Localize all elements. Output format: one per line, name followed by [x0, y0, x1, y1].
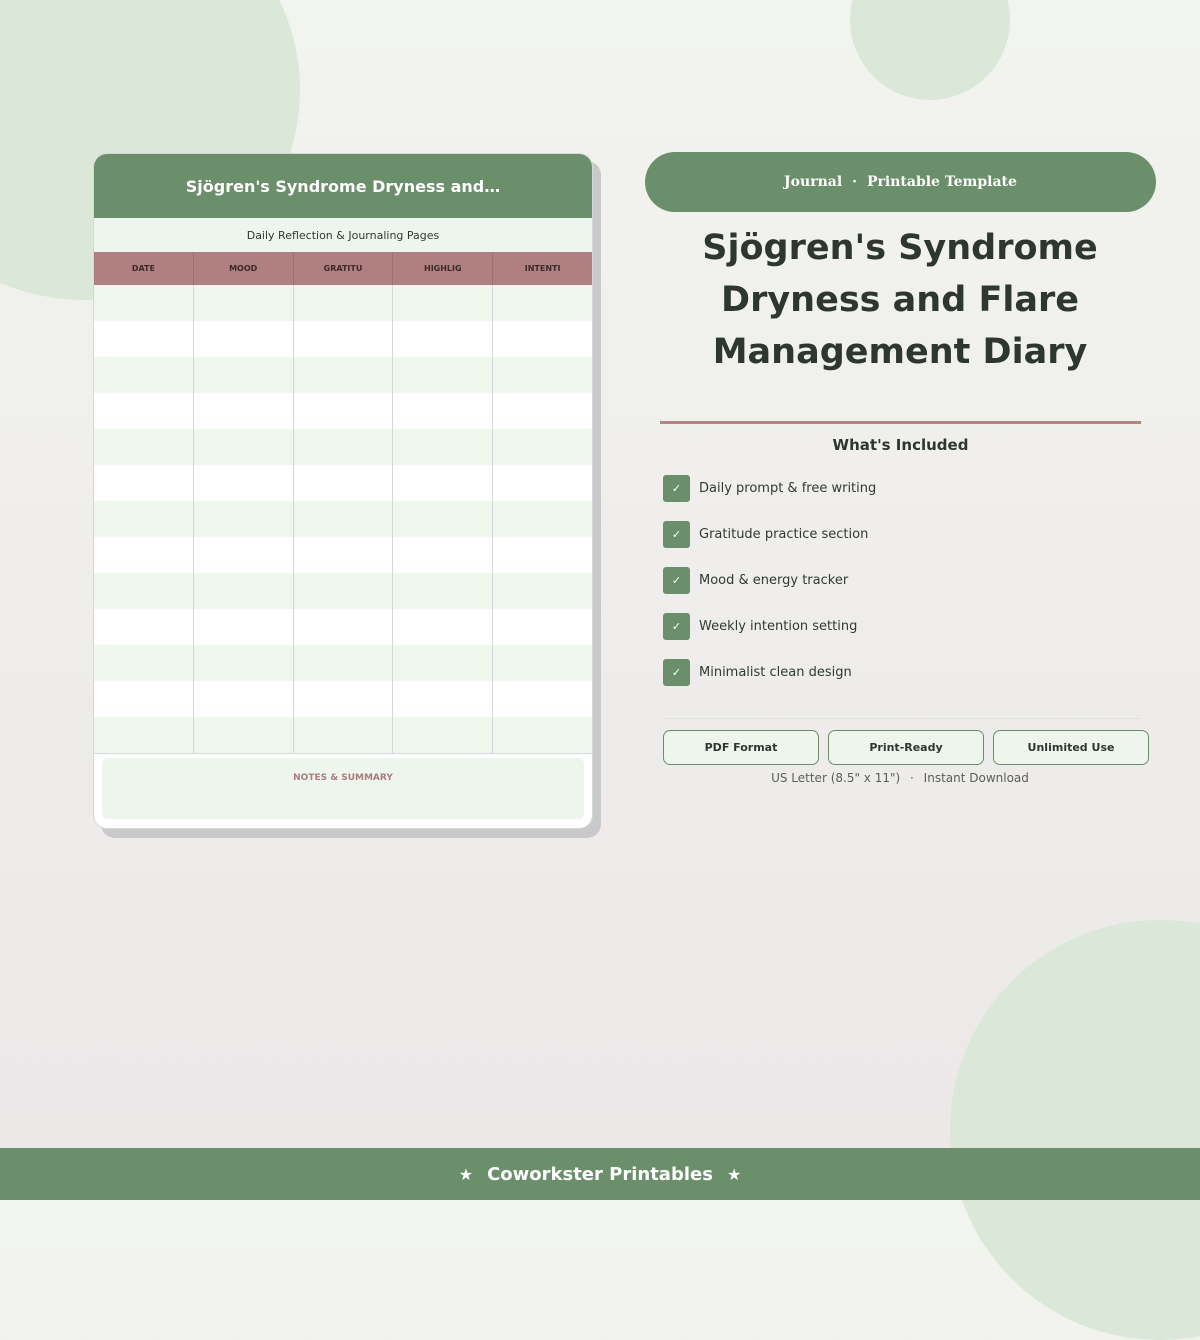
page-preview	[93, 153, 593, 829]
decorative-circle-bottom-right	[950, 920, 1200, 1340]
journal-table-cell	[493, 537, 592, 573]
journal-table-cell	[194, 717, 294, 753]
star-icon: ★	[726, 1164, 742, 1184]
journal-table-cell	[393, 573, 493, 609]
notes-summary-box	[102, 758, 584, 819]
footer-banner	[0, 1148, 1200, 1200]
format-badges	[663, 730, 1149, 765]
journal-table-cell	[493, 645, 592, 681]
journal-table-cell	[194, 501, 294, 537]
journal-table-cell	[94, 321, 194, 357]
journal-table-cell	[493, 717, 592, 753]
journal-table-cell	[194, 321, 294, 357]
checkmark-icon: ✓	[663, 659, 690, 686]
journal-table-cell	[194, 393, 294, 429]
journal-table-cell	[94, 681, 194, 717]
journal-table-row	[94, 429, 592, 465]
journal-table-cell	[94, 609, 194, 645]
badge-pdf-format: PDF Format	[663, 730, 819, 765]
star-icon: ★	[458, 1164, 474, 1184]
meta-separator: ·	[910, 771, 914, 785]
page-preview-header	[94, 154, 592, 218]
feature-label: Gratitude practice section	[699, 526, 869, 542]
journal-table-cell	[94, 717, 194, 753]
journal-table-cell	[94, 537, 194, 573]
journal-table-cell	[393, 609, 493, 645]
journal-table-cell	[194, 429, 294, 465]
journal-table-cell	[493, 429, 592, 465]
product-title-line: Management Diary	[712, 332, 1088, 372]
journal-table-row	[94, 573, 592, 609]
badge-print-ready: Print-Ready	[828, 730, 984, 765]
journal-table-header	[94, 252, 592, 285]
whats-included-heading: What's Included	[832, 436, 969, 454]
journal-table-row	[94, 465, 592, 501]
journal-table-cell	[194, 537, 294, 573]
column-header-date: DATE	[94, 252, 194, 285]
journal-table-cell	[493, 573, 592, 609]
category-label: Journal	[784, 174, 843, 190]
journal-table-cell	[493, 357, 592, 393]
section-divider	[660, 421, 1141, 424]
journal-table-row	[94, 321, 592, 357]
column-header-gratitude: GRATITU	[294, 252, 394, 285]
journal-table-cell	[294, 609, 394, 645]
journal-table-cell	[194, 645, 294, 681]
journal-table-cell	[94, 465, 194, 501]
feature-list	[663, 474, 1143, 704]
journal-table-cell	[94, 285, 194, 321]
page-preview-subtitle-text: Daily Reflection & Journaling Pages	[246, 228, 440, 242]
product-meta	[650, 771, 1150, 785]
journal-table-row	[94, 645, 592, 681]
journal-table-row	[94, 357, 592, 393]
brand-name: Coworkster Printables	[487, 1163, 713, 1185]
journal-table-cell	[194, 681, 294, 717]
journal-table-cell	[294, 357, 394, 393]
category-separator: ·	[852, 174, 858, 190]
journal-table-cell	[94, 357, 194, 393]
journal-table-cell	[393, 429, 493, 465]
column-header-intentions: INTENTI	[524, 264, 561, 273]
journal-table-row	[94, 681, 592, 717]
checkmark-icon: ✓	[663, 475, 690, 502]
journal-table-row	[94, 501, 592, 537]
badge-unlimited-use: Unlimited Use	[993, 730, 1149, 765]
journal-table-body	[94, 285, 592, 754]
journal-table-row	[94, 609, 592, 645]
journal-table-cell	[393, 465, 493, 501]
badges-divider	[663, 718, 1141, 719]
journal-table-cell	[194, 573, 294, 609]
checkmark-icon: ✓	[663, 567, 690, 594]
checkmark-icon: ✓	[663, 521, 690, 548]
journal-table-cell	[294, 321, 394, 357]
journal-table-cell	[294, 429, 394, 465]
journal-table-cell	[294, 465, 394, 501]
notes-summary-label: NOTES & SUMMARY	[293, 773, 393, 783]
journal-table-cell	[94, 645, 194, 681]
journal-table-cell	[393, 357, 493, 393]
journal-table-cell	[393, 717, 493, 753]
feature-item	[663, 520, 1143, 548]
journal-table-cell	[294, 285, 394, 321]
journal-table-cell	[493, 393, 592, 429]
journal-table-cell	[493, 609, 592, 645]
journal-table-cell	[493, 465, 592, 501]
journal-table-cell	[493, 321, 592, 357]
journal-table-cell	[194, 609, 294, 645]
journal-table-cell	[393, 285, 493, 321]
feature-item	[663, 658, 1143, 686]
column-header-mood: MOOD	[194, 252, 294, 285]
decorative-circle-top-right	[850, 0, 1010, 100]
product-title-line: Sjögren's Syndrome	[702, 228, 1098, 268]
journal-table-cell	[194, 465, 294, 501]
product-title	[650, 222, 1150, 378]
journal-table-cell	[393, 645, 493, 681]
journal-table-cell	[94, 573, 194, 609]
journal-table-cell	[294, 573, 394, 609]
journal-table-cell	[94, 393, 194, 429]
journal-table-cell	[294, 393, 394, 429]
journal-table-cell	[294, 645, 394, 681]
journal-table-cell	[493, 285, 592, 321]
journal-table-cell	[393, 681, 493, 717]
page-preview-title: Sjögren's Syndrome Dryness and…	[185, 176, 501, 196]
feature-item	[663, 566, 1143, 594]
journal-table-row	[94, 537, 592, 573]
journal-table-cell	[493, 501, 592, 537]
journal-table-cell	[393, 393, 493, 429]
journal-table-cell	[194, 285, 294, 321]
delivery-text: Instant Download	[923, 771, 1029, 785]
journal-table-cell	[393, 537, 493, 573]
journal-table-cell	[294, 537, 394, 573]
journal-table-cell	[493, 681, 592, 717]
journal-table-row	[94, 393, 592, 429]
feature-label: Mood & energy tracker	[699, 572, 849, 588]
journal-table-row	[94, 285, 592, 321]
feature-item	[663, 612, 1143, 640]
journal-table-cell	[94, 429, 194, 465]
feature-item	[663, 474, 1143, 502]
checkmark-icon: ✓	[663, 613, 690, 640]
page-preview-subtitle	[94, 218, 592, 252]
product-title-line: Dryness and Flare	[721, 280, 1079, 320]
journal-table-cell	[194, 357, 294, 393]
feature-label: Daily prompt & free writing	[699, 480, 877, 496]
journal-table-cell	[294, 501, 394, 537]
paper-size-text: US Letter (8.5" x 11")	[771, 771, 901, 785]
feature-label: Minimalist clean design	[699, 664, 852, 680]
journal-table-cell	[94, 501, 194, 537]
journal-table-row	[94, 717, 592, 753]
journal-table-cell	[393, 321, 493, 357]
template-type-label: Printable Template	[867, 174, 1017, 190]
journal-table-cell	[294, 681, 394, 717]
column-header-highlights: HIGHLIG	[393, 252, 493, 285]
journal-table-cell	[294, 717, 394, 753]
feature-label: Weekly intention setting	[699, 618, 858, 634]
journal-table-cell	[393, 501, 493, 537]
category-pill	[645, 152, 1156, 212]
